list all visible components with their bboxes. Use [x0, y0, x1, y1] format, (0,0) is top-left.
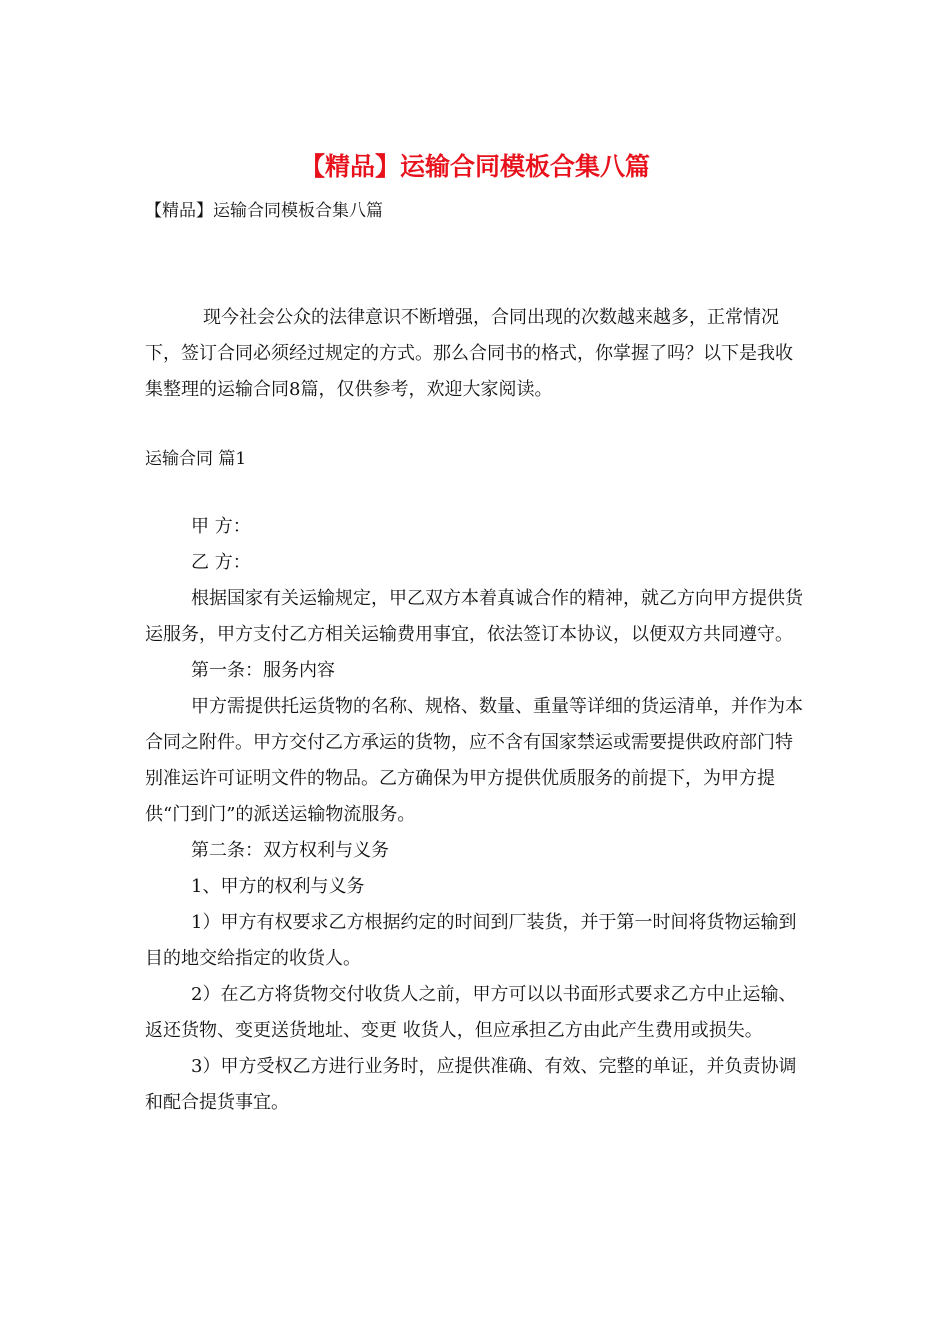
section-heading: 运输合同 篇1: [145, 449, 247, 469]
clause-item: 2）在乙方将货物交付收货人之前，甲方可以以书面形式要求乙方中止运输、返还货物、变更送货地址、变更 收货人，但应承担乙方由此产生费用或损失。: [145, 984, 797, 1041]
party-a-line: 甲 方：: [191, 516, 251, 537]
article-2-heading: 第二条：双方权利与义务: [191, 840, 389, 861]
intro-paragraph: 现今社会公众的法律意识不断增强，合同出现的次数越来越多，正常情况下，签订合同必须经过规定的方式。那么合同书的格式，你掌握了吗？以下是我收集整理的运输合同8篇，仅供参考，欢迎大家阅读。: [145, 307, 793, 400]
document-title: 【精品】运输合同模板合集八篇: [299, 152, 650, 181]
document-subtitle: 【精品】运输合同模板合集八篇: [145, 201, 383, 221]
article-1-heading: 第一条：服务内容: [191, 660, 335, 681]
party-b-line: 乙 方：: [191, 552, 251, 573]
clause-item: 3）甲方受权乙方进行业务时，应提供准确、有效、完整的单证，并负责协调和配合提货事宜。: [145, 1056, 797, 1113]
contract-body: [145, 509, 809, 1121]
preamble-paragraph: 根据国家有关运输规定，甲乙双方本着真诚合作的精神，就乙方向甲方提供货运服务，甲方支付乙方相关运输费用事宜，依法签订本协议，以便双方共同遵守。: [145, 588, 803, 645]
clause-item: 1）甲方有权要求乙方根据约定的时间到厂装货，并于第一时间将货物运输到目的地交给指定的收货人。: [145, 912, 797, 969]
clause-heading: 1、甲方的权利与义务: [191, 876, 365, 897]
article-1-paragraph: 甲方需提供托运货物的名称、规格、数量、重量等详细的货运清单，并作为本合同之附件。甲方交付乙方承运的货物，应不含有国家禁运或需要提供政府部门特别准运许可证明文件的物品。乙方确保为甲方提供优质服务的前提下，为甲方提供“门到门”的派送运输物流服务。: [145, 696, 803, 825]
